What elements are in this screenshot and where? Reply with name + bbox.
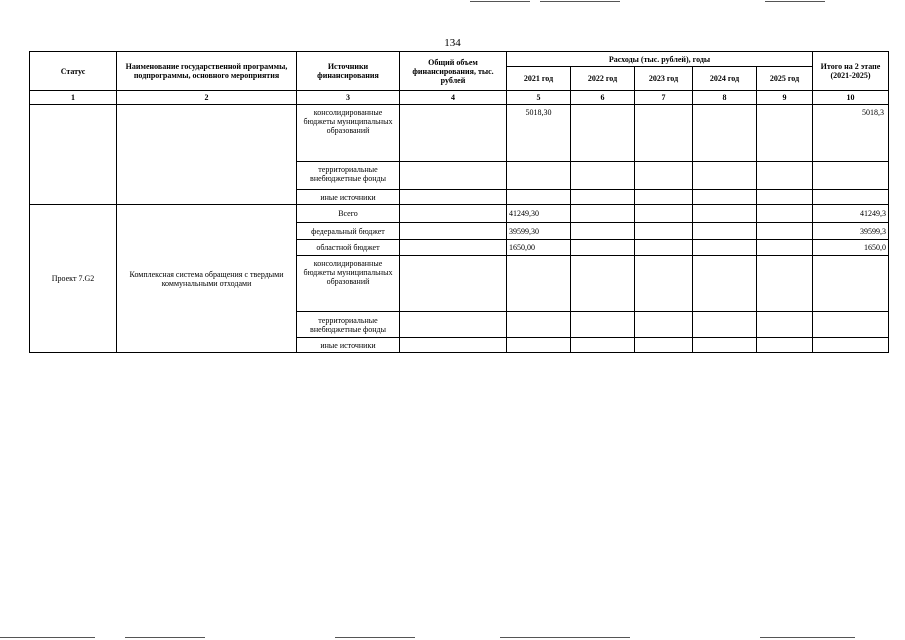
budget-table [29, 51, 889, 353]
source-cell: областной бюджет [297, 240, 400, 256]
header-expenses-group: Расходы (тыс. рублей), годы [507, 52, 813, 67]
source-cell: иные источники [297, 190, 400, 205]
column-number: 10 [813, 91, 889, 105]
column-number: 4 [400, 91, 507, 105]
source-cell: Всего [297, 205, 400, 223]
year-2021-cell: 39599,30 [507, 223, 571, 240]
name-cell-empty [117, 105, 297, 205]
header-status: Статус [30, 52, 117, 91]
year-2021-cell [507, 162, 571, 190]
scan-edge-bottom [335, 637, 415, 638]
itogo-cell [813, 338, 889, 353]
itogo-cell: 5018,3 [813, 105, 889, 162]
column-number: 8 [693, 91, 757, 105]
itogo-cell [813, 312, 889, 338]
source-cell: федеральный бюджет [297, 223, 400, 240]
year-2021-cell [507, 338, 571, 353]
itogo-cell [813, 162, 889, 190]
column-number: 5 [507, 91, 571, 105]
scan-edge-bottom [500, 637, 630, 638]
status-cell: Проект 7.G2 [30, 205, 117, 353]
header-year: 2025 год [757, 67, 813, 91]
status-cell-empty [30, 105, 117, 205]
program-name-cell: Комплексная система обращения с твердыми коммунальными отходами [117, 205, 297, 353]
source-cell: консолидированные бюджеты муниципальных образований [297, 105, 400, 162]
scan-edge-bottom [760, 637, 855, 638]
year-2021-cell: 1650,00 [507, 240, 571, 256]
year-2021-cell [507, 190, 571, 205]
itogo-cell: 41249,3 [813, 205, 889, 223]
header-program-name: Наименование государственной программы, подпрограммы, основного мероприятия [117, 52, 297, 91]
column-number: 9 [757, 91, 813, 105]
itogo-cell: 1650,0 [813, 240, 889, 256]
scan-edge-bottom [0, 637, 95, 638]
table-row [30, 105, 889, 162]
itogo-cell [813, 256, 889, 312]
header-year: 2023 год [635, 67, 693, 91]
scan-edge-top [470, 1, 530, 2]
page-number: 134 [444, 37, 461, 49]
scan-edge-bottom [125, 637, 205, 638]
source-cell: иные источники [297, 338, 400, 353]
itogo-cell [813, 190, 889, 205]
column-number: 6 [571, 91, 635, 105]
year-2021-cell: 5018,30 [507, 105, 571, 162]
column-number: 3 [297, 91, 400, 105]
source-cell: территориальные внебюджетные фонды [297, 312, 400, 338]
header-year: 2021 год [507, 67, 571, 91]
column-number: 1 [30, 91, 117, 105]
year-2021-cell: 41249,30 [507, 205, 571, 223]
year-2021-cell [507, 256, 571, 312]
table-row [30, 205, 889, 223]
total-volume-cell [400, 105, 507, 162]
itogo-cell: 39599,3 [813, 223, 889, 240]
column-number: 7 [635, 91, 693, 105]
header-sources: Источники финансирования [297, 52, 400, 91]
scan-edge-top [540, 1, 620, 2]
column-number-row [30, 91, 889, 105]
column-number: 2 [117, 91, 297, 105]
source-cell: территориальные внебюджетные фонды [297, 162, 400, 190]
header-itogo: Итого на 2 этапе (2021-2025) [813, 52, 889, 91]
header-total-volume: Общий объем финансирования, тыс. рублей [400, 52, 507, 91]
header-year: 2022 год [571, 67, 635, 91]
year-2021-cell [507, 312, 571, 338]
source-cell: консолидированные бюджеты муниципальных образований [297, 256, 400, 312]
header-year: 2024 год [693, 67, 757, 91]
scan-edge-top [765, 1, 825, 2]
